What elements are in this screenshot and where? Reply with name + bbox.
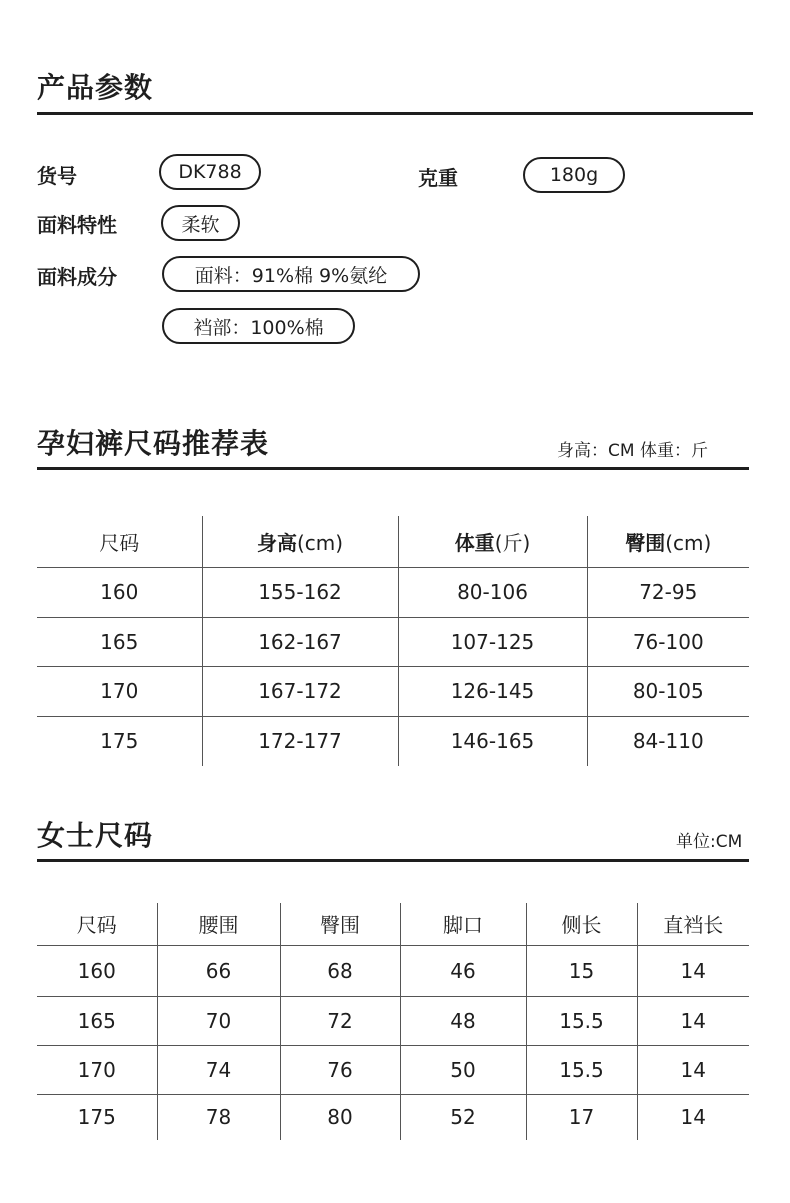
women-cell-side-length: 15	[526, 945, 637, 996]
weight-label: 克重	[418, 166, 458, 190]
table-row	[37, 567, 749, 617]
feature-value: 柔软	[161, 205, 240, 241]
recommend-cell-height: 167-172	[202, 666, 398, 716]
women-cell-hem: 50	[400, 1045, 526, 1094]
women-cell-hip: 76	[280, 1045, 400, 1094]
recommend-cell-weight: 126-145	[398, 666, 587, 716]
item-no-label: 货号	[37, 164, 77, 188]
recommend-cell-weight: 107-125	[398, 617, 587, 666]
women-size-table	[37, 903, 749, 1140]
recommend-cell-hip: 84-110	[587, 716, 749, 766]
recommend-cell-hip: 80-105	[587, 666, 749, 716]
women-cell-waist: 74	[157, 1045, 280, 1094]
recommend-cell-height: 155-162	[202, 567, 398, 617]
recommend-table	[37, 516, 749, 766]
recommend-cell-size: 175	[37, 716, 202, 766]
women-cell-hip: 68	[280, 945, 400, 996]
recommend-cell-hip: 72-95	[587, 567, 749, 617]
women-cell-size: 160	[37, 945, 157, 996]
women-cell-side-length: 17	[526, 1094, 637, 1140]
women-cell-hem: 52	[400, 1094, 526, 1140]
women-title: 女士尺码	[37, 819, 154, 852]
table-row	[37, 716, 749, 766]
women-divider	[37, 859, 749, 862]
women-cell-size: 175	[37, 1094, 157, 1140]
women-header-side-length: 侧长	[526, 903, 637, 945]
table-row	[37, 1045, 749, 1094]
recommend-cell-size: 170	[37, 666, 202, 716]
recommend-header-hip: 臀围(cm)	[587, 516, 749, 567]
women-header-hem: 脚口	[400, 903, 526, 945]
women-cell-rise: 14	[637, 945, 749, 996]
table-row	[37, 945, 749, 996]
table-row	[37, 666, 749, 716]
feature-label: 面料特性	[37, 213, 117, 237]
recommend-header-height: 身高(cm)	[202, 516, 398, 567]
women-cell-waist: 70	[157, 996, 280, 1045]
recommend-header-weight: 体重(斤)	[398, 516, 587, 567]
recommend-header-size: 尺码	[37, 516, 202, 567]
recommend-cell-size: 165	[37, 617, 202, 666]
women-cell-side-length: 15.5	[526, 996, 637, 1045]
women-cell-rise: 14	[637, 1094, 749, 1140]
table-row	[37, 996, 749, 1045]
params-divider	[37, 112, 753, 115]
item-no-value: DK788	[159, 154, 261, 190]
recommend-cell-weight: 146-165	[398, 716, 587, 766]
recommend-title: 孕妇裤尺码推荐表	[37, 427, 270, 460]
women-cell-size: 165	[37, 996, 157, 1045]
women-cell-side-length: 15.5	[526, 1045, 637, 1094]
women-header-row	[37, 903, 749, 945]
women-cell-waist: 66	[157, 945, 280, 996]
composition-crotch: 裆部：100%棉	[162, 308, 355, 344]
women-cell-hem: 46	[400, 945, 526, 996]
women-header-waist: 腰围	[157, 903, 280, 945]
recommend-header-row	[37, 516, 749, 567]
women-cell-waist: 78	[157, 1094, 280, 1140]
recommend-cell-weight: 80-106	[398, 567, 587, 617]
women-header-size: 尺码	[37, 903, 157, 945]
women-units: 单位:CM	[676, 832, 743, 852]
composition-fabric: 面料：91%棉 9%氨纶	[162, 256, 420, 292]
recommend-units: 身高：CM 体重：斤	[557, 441, 708, 461]
table-row	[37, 1094, 749, 1140]
recommend-cell-hip: 76-100	[587, 617, 749, 666]
recommend-cell-height: 172-177	[202, 716, 398, 766]
women-cell-size: 170	[37, 1045, 157, 1094]
recommend-cell-height: 162-167	[202, 617, 398, 666]
women-cell-hem: 48	[400, 996, 526, 1045]
women-cell-hip: 72	[280, 996, 400, 1045]
women-header-hip: 臀围	[280, 903, 400, 945]
composition-label: 面料成分	[37, 265, 117, 289]
women-cell-hip: 80	[280, 1094, 400, 1140]
params-title: 产品参数	[37, 71, 154, 104]
recommend-divider	[37, 467, 749, 470]
table-row	[37, 617, 749, 666]
women-header-rise: 直裆长	[637, 903, 749, 945]
women-cell-rise: 14	[637, 1045, 749, 1094]
weight-value: 180g	[523, 157, 625, 193]
recommend-cell-size: 160	[37, 567, 202, 617]
women-cell-rise: 14	[637, 996, 749, 1045]
